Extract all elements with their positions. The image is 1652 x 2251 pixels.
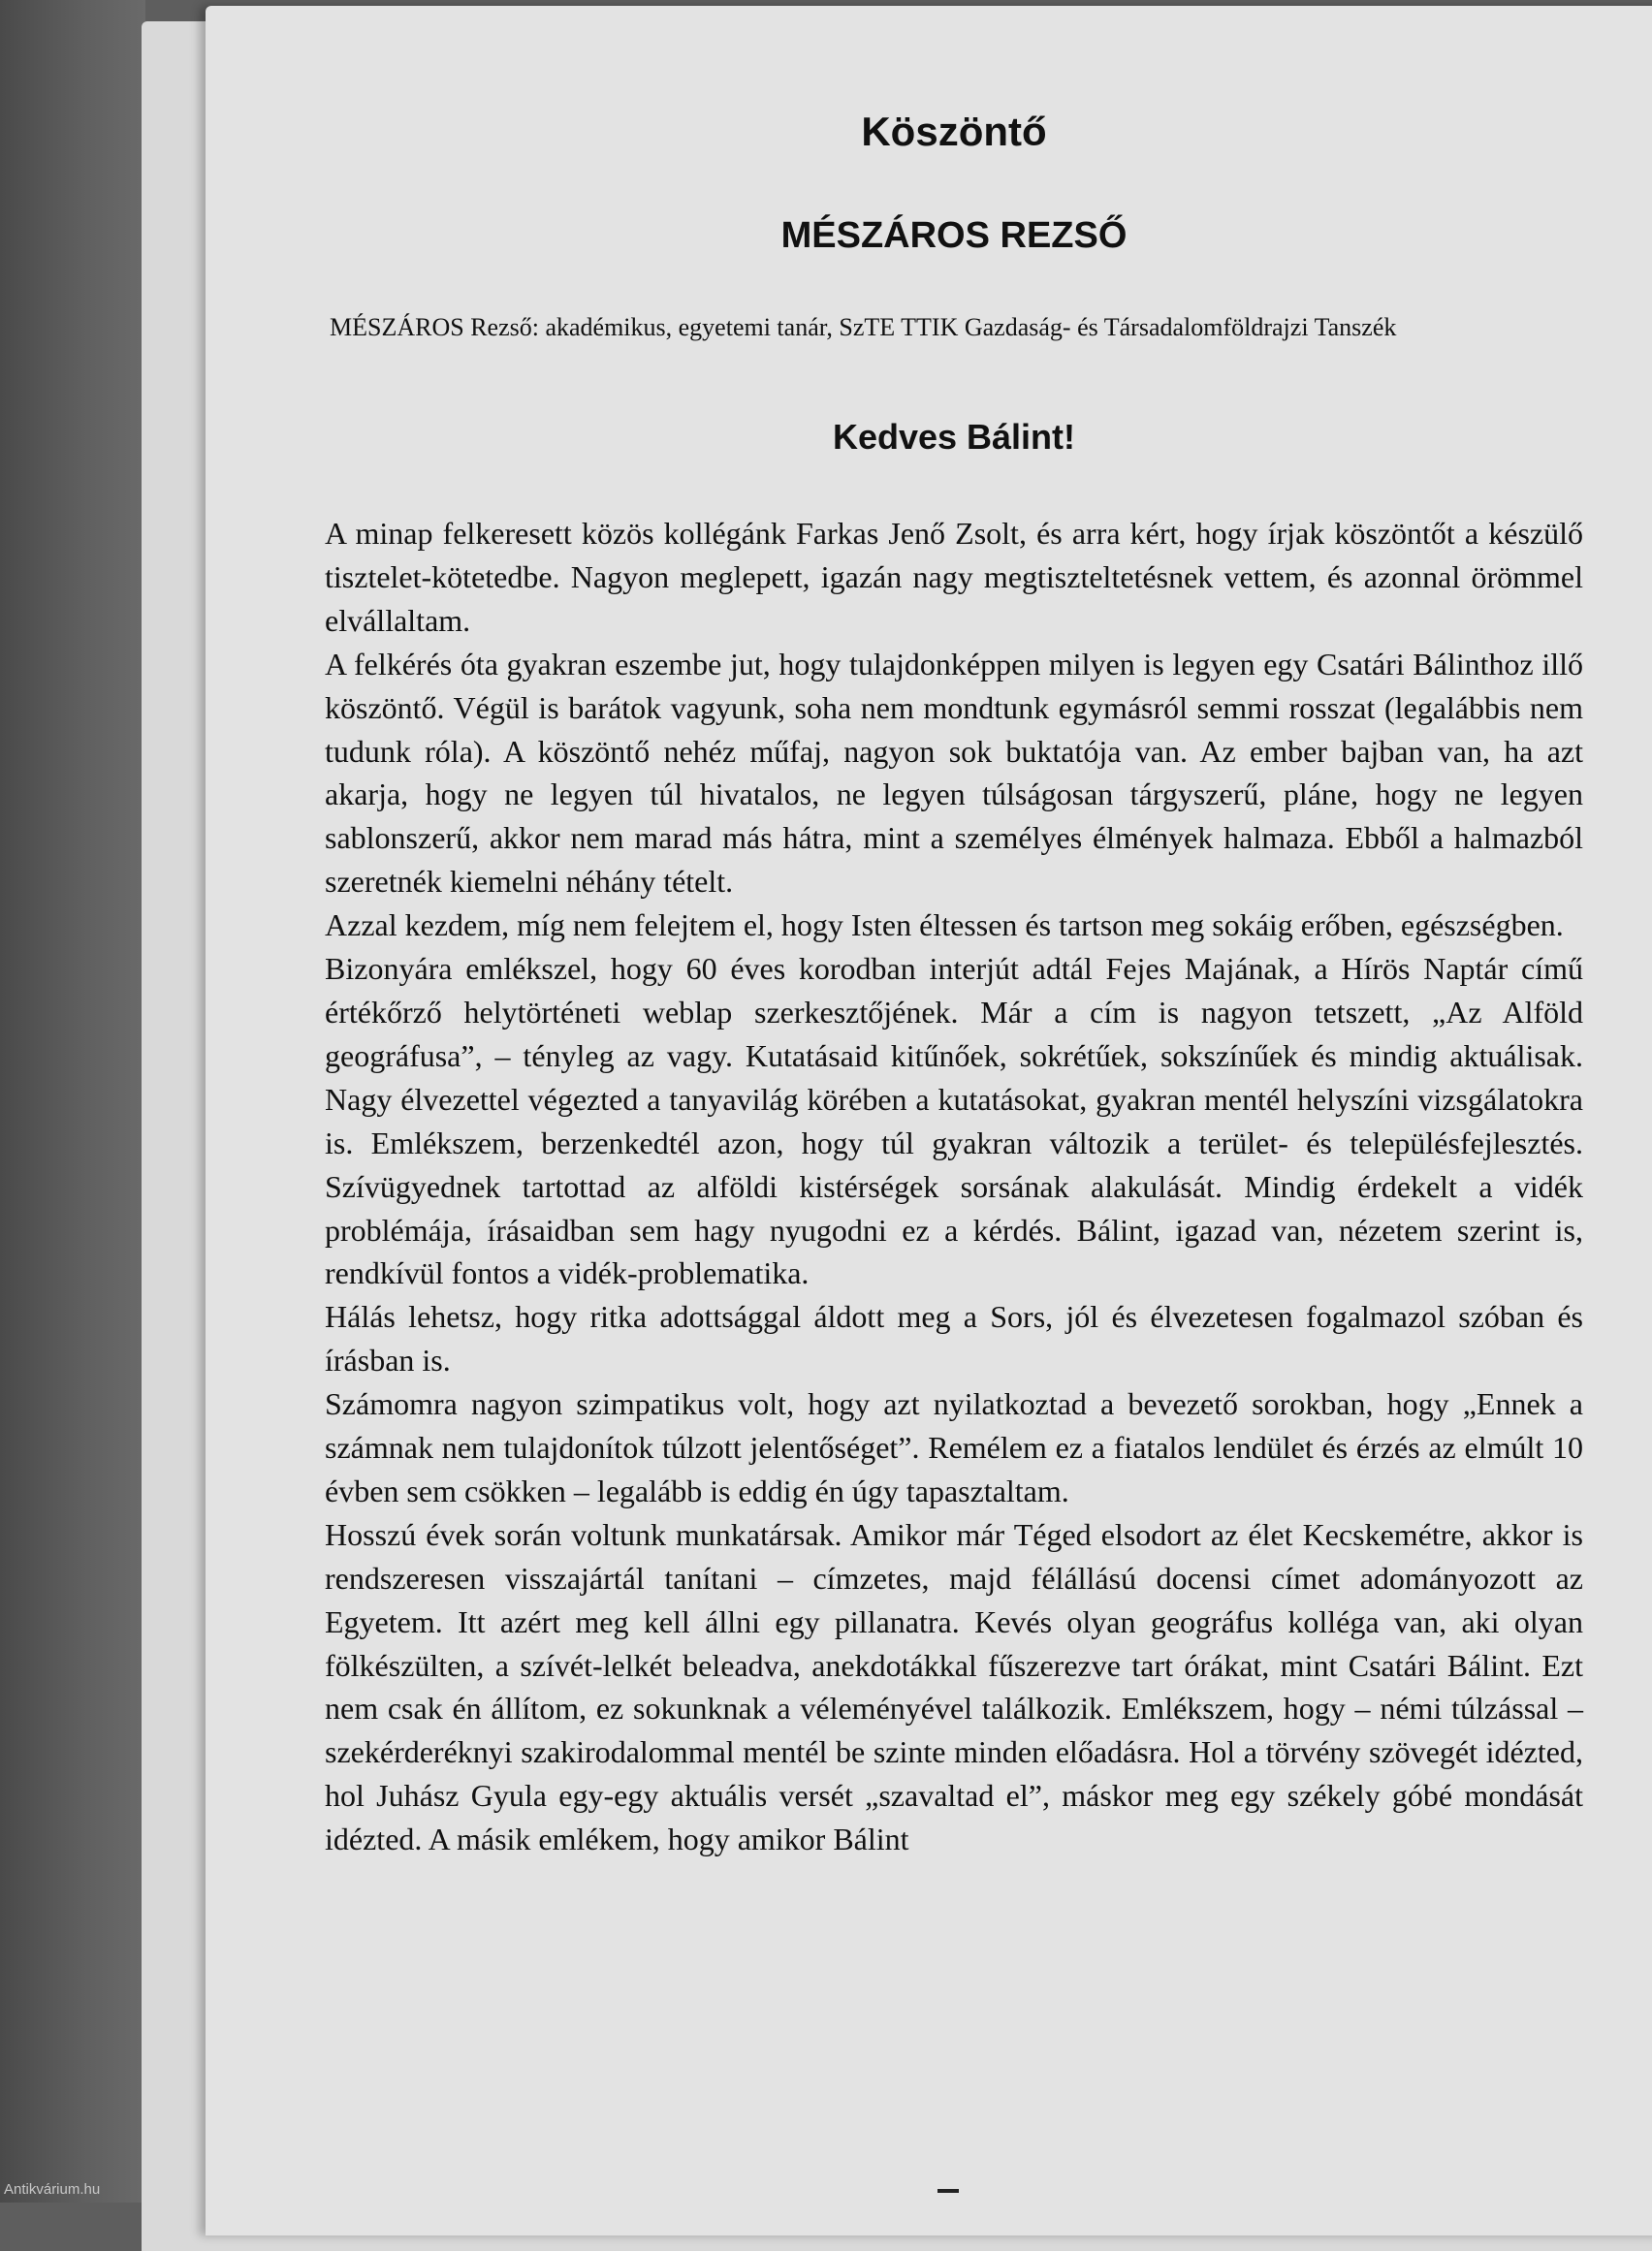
paragraph: Számomra nagyon szimpatikus volt, hogy azt nyilatkoztad a bevezető sorokban, hogy „Ennek a számnak nem tulajdonítok túlzott jelentőséget”. Remélem ez a fiatalos lendület és érzés az elmúlt 10 évben sem csökken – legalább is eddig én úgy tapasztaltam.: [325, 1386, 1583, 1508]
paragraph: Azzal kezdem, míg nem felejtem el, hogy Isten éltessen és tartson meg sokáig erőben, egészségben.: [325, 907, 1564, 943]
paragraph: A minap felkeresett közös kollégánk Farkas Jenő Zsolt, és arra kért, hogy írjak köszöntőt a készülő tisztelet-kötetedbe. Nagyon meglepett, igazán nagy megtiszteltetésnek vettem, és azonnal örömmel elvállaltam.: [325, 516, 1583, 638]
page-number-fragment: [937, 2189, 959, 2193]
page-title: Köszöntő: [861, 109, 1047, 154]
author-name: MÉSZÁROS REZSŐ: [780, 215, 1128, 256]
watermark: Antikvárium.hu: [4, 2181, 101, 2198]
greeting-heading: Kedves Bálint!: [832, 417, 1076, 457]
paragraph: Bizonyára emlékszel, hogy 60 éves korodban interjút adtál Fejes Majának, a Hírös Naptár című értékőrző helytörténeti weblap szerkesztőjének. Már a cím is nagyon tetszett, „Az Alföld geográfusa”, – tényleg az vagy. Kutatásaid kitűnőek, sokrétűek, sokszínűek és mindig aktuálisak. Nagy élvezettel végezted a tanyavilág körében a kutatásokat, gyakran mentél helyszíni vizsgálatokra is. Emlékszem, berzenkedtél azon, hogy túl gyakran változik a terület- és településfejlesztés. Szívügyednek tartottad az alföldi kistérségek sorsának alakulását. Mindig érdekelt a vidék problémája, írásaidban sem hagy nyugodni ez a kérdés. Bálint, igazad van, nézetem szerint is, rendkívül fontos a vidék-problematika.: [325, 951, 1583, 1291]
body-text: [325, 512, 1583, 1861]
paragraph: A felkérés óta gyakran eszembe jut, hogy tulajdonképpen milyen is legyen egy Csatári Bálinthoz illő köszöntő. Végül is barátok vagyunk, soha nem mondtunk egymásról semmi rosszat (legalábbis nem tudunk róla). A köszöntő nehéz műfaj, nagyon sok buktatója van. Az ember bajban van, ha azt akarja, hogy ne legyen túl hivatalos, ne legyen túlságosan tárgyszerű, pláne, hogy ne legyen sablonszerű, akkor nem marad más hátra, mint a személyes élmények halmaza. Ebből a halmazból szeretnék kiemelni néhány tételt.: [325, 646, 1583, 900]
paragraph: Hálás lehetsz, hogy ritka adottsággal áldott meg a Sors, jól és élvezetesen fogalmazol szóban és írásban is.: [325, 1299, 1583, 1379]
book-spine-shadow: [0, 0, 145, 2203]
author-affiliation: MÉSZÁROS Rezső: akadémikus, egyetemi tanár, SzTE TTIK Gazdaság- és Társadalomföldrajzi Tanszék: [330, 313, 1397, 341]
paragraph: Hosszú évek során voltunk munkatársak. Amikor már Téged elsodort az élet Kecskemétre, akkor is rendszeresen visszajártál tanítani – címzetes, majd félállású docensi címet adományozott az Egyetem. Itt azért meg kell állni egy pillanatra. Kevés olyan geográfus kolléga van, aki olyan fölkészülten, a szívét-lelkét beleadva, anekdotákkal fűszerezve tart órákat, mint Csatári Bálint. Ezt nem csak én állítom, ez sokunknak a véleményével találkozik. Emlékszem, hogy – némi túlzással – szekérderéknyi szakirodalommal mentél be szinte minden előadásra. Hol a törvény szövegét idézted, hol Juhász Gyula egy-egy aktuális versét „szavaltad el”, máskor meg egy székely góbé mondását idézted. A másik emlékem, hogy amikor Bálint: [325, 1516, 1583, 1857]
